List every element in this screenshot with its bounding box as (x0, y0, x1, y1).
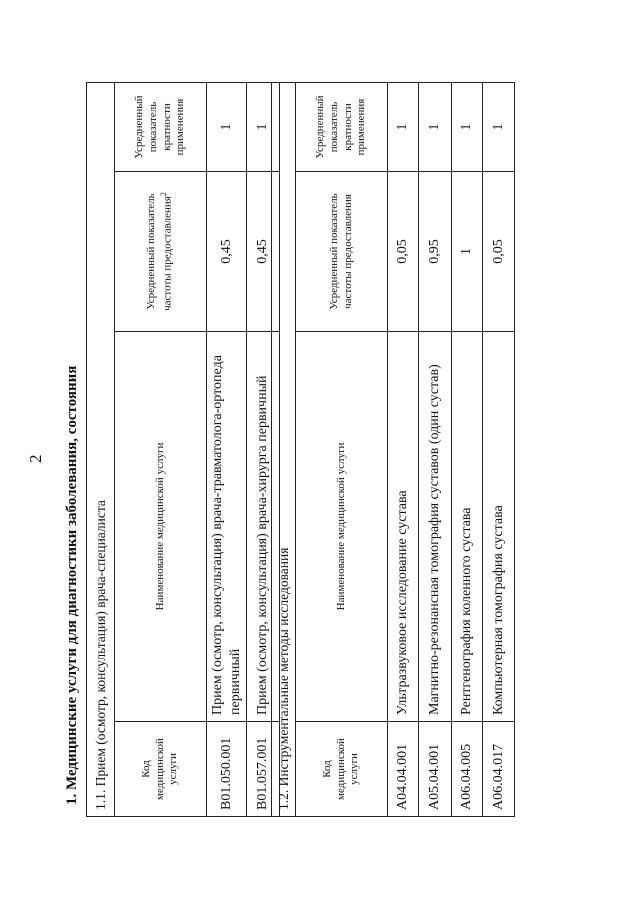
service-code: A05.04.001 (419, 722, 452, 817)
frequency-value: 0,05 (483, 172, 515, 332)
frequency-value: 0,05 (388, 172, 419, 332)
multiplicity-value: 1 (452, 82, 483, 171)
service-code: B01.050.001 (207, 722, 247, 817)
column-header-multiplicity: Усредненный показатель кратности применения (115, 83, 207, 172)
service-name: Прием (осмотр, консультация) врача-травматолога-ортопеда первичный (207, 332, 247, 722)
service-code: A06.04.017 (483, 722, 515, 817)
table-row (452, 82, 483, 816)
service-code: A06.04.005 (452, 722, 483, 817)
table-row (207, 83, 247, 817)
column-header-frequency (115, 172, 207, 332)
table-row (419, 82, 452, 816)
page-number: 2 (26, 454, 45, 463)
frequency-value: 1 (452, 172, 483, 332)
service-name: Ультразвуковое исследование сустава (388, 332, 419, 722)
service-name: Рентгенография коленного сустава (452, 332, 483, 722)
service-code: B01.057.001 (247, 722, 280, 817)
service-name: Прием (осмотр, консультация) врача-хирурга первичный (247, 332, 280, 722)
multiplicity-value: 1 (419, 82, 452, 171)
table-row (483, 82, 515, 816)
column-header-name: Наименование медицинской услуги (296, 332, 388, 722)
frequency-value: 0,45 (207, 172, 247, 332)
table-caption: 1.1. Прием (осмотр, консультация) врача-специалиста (87, 83, 115, 817)
column-header-name: Наименование медицинской услуги (115, 332, 207, 722)
service-code: A04.04.001 (388, 722, 419, 817)
section-title: 1. Медицинские услуги для диагностики заболевания, состояния (64, 365, 80, 805)
frequency-value: 0,95 (419, 172, 452, 332)
multiplicity-value: 1 (388, 82, 419, 171)
service-name: Компьютерная томография сустава (483, 332, 515, 722)
column-header-multiplicity: Усредненный показатель кратности применения (296, 82, 388, 171)
frequency-value: 0,45 (247, 172, 280, 332)
column-header-code: Код медицинской услуги (296, 722, 388, 817)
column-header-code: Код медицинской услуги (115, 722, 207, 817)
table-caption: 1.2. Инструментальные методы исследования (272, 82, 296, 816)
multiplicity-value: 1 (247, 83, 280, 172)
frequency-header-text: Усредненный показатель частоты предоставления (145, 193, 174, 311)
instrumental-methods-table (271, 82, 515, 817)
service-name: Магнитно-резонансная томография суставов (один сустав) (419, 332, 452, 722)
specialist-consultation-table (86, 82, 280, 817)
multiplicity-value: 1 (207, 83, 247, 172)
column-header-frequency: Усредненный показатель частоты предоставления (296, 172, 388, 332)
footnote-marker: 2 (159, 192, 169, 197)
table-row (388, 82, 419, 816)
multiplicity-value: 1 (483, 82, 515, 171)
